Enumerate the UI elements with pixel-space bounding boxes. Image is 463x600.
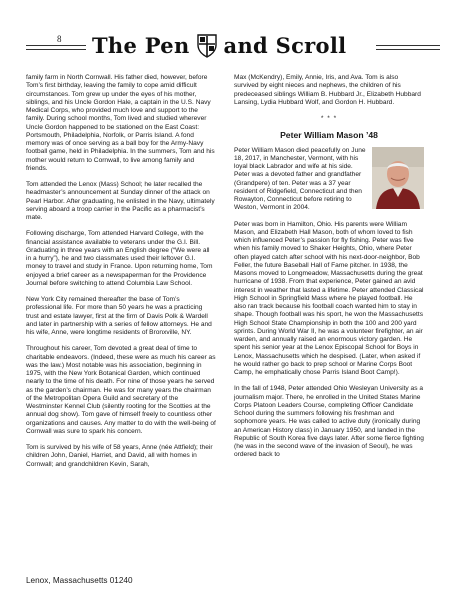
paragraph: Max (McKendry), Emily, Annie, Iris, and Ava. Tom is also survived by eight nieces and nephews, the children of his predeceased siblings William B. Hubbard Jr., Elizabeth Hubbard Lansing, Lydia Hubbard Wolf, and Gordon H. Hubbard. bbox=[234, 74, 421, 106]
paragraph: Peter was born in Hamilton, Ohio. His parents were William Mason, and Elizabeth Hall Mason, both of whom loved to fish which influenced Peter’s passion for fly fishing. Peter was five when his family moved to Shaker Heights, Ohio, where Peter often played catch after school with his next-door-neighbor, Bob Feller, the future Baseball Hall of Fame pitcher. In 1938, the Masons moved to Longmeadow, Massachusetts during the great hurricane of 1938. From that experience, Peter gained an avid interest in weather that lasted a lifetime. Peter attended Classical High School in Springfield Mass where he played football. He also ran track because his football coach wanted him to stay in shape. Though football was his sport, he won the Massachusetts High School State Championship in both the 100 and 200 yard sprints. During World War II, he was a volunteer firefighter, an air warden, and annually raised an enormous victory garden. He spent his senior year at the Lenox Episcopal School for Boys in Lenox, Massachusetts which he despised. (Later, when asked if he would rather go back to prep school or Marine Corps Boot Camp, he emphatically chose Parris Island Boot Camp!). bbox=[234, 220, 424, 376]
paragraph: Peter William Mason died peacefully on June 18, 2017, in Manchester, Vermont, with his loyal black Labrador and wife at his side. Peter was a devoted father and grandfather (Grandpere) of ten. Peter was a 37 year resident of Ridgefield, Connecticut and then Rowayton, Connecticut before retiring to Weston, Vermont in 2004. bbox=[234, 146, 366, 212]
header-rule bbox=[376, 49, 440, 50]
paragraph: Throughout his career, Tom devoted a great deal of time to charitable endeavors. (Indeed, these were as much his career as was the law.) Most notable was his association, beginning in 1975, with the New York Botanical Garden, which continued nearly to the time of his death. For nine of those years he served as the garden’s chairman. He was for many years the chairman of the Metropolitan Opera Guild and secretary of the Westminster Kennel Club (silently rooting for the Scotties at the annual dog show). Tom gave of himself freely to countless other organizations and causes. Any matter to do with the well-being of Cornwall was sure to spark his concern. bbox=[26, 345, 216, 435]
portrait-photo bbox=[372, 147, 424, 209]
section-separator: * * * bbox=[320, 115, 338, 122]
page-header bbox=[0, 0, 463, 70]
masthead-title-left: The Pen bbox=[92, 32, 190, 58]
obituary-title: Peter William Mason ’48 bbox=[280, 130, 378, 141]
footer-address: Lenox, Massachusetts 01240 bbox=[26, 576, 133, 585]
paragraph: Tom is survived by his wife of 58 years, Anne (née Attfield); their children John, Daniel, Harriet, and David, all with homes in Cornwall; and grandchildren Kevin, Sarah, bbox=[26, 444, 213, 468]
paragraph: Following discharge, Tom attended Harvard College, with the financial assistance available to veterans under the G.I. Bill. Graduating in three years with an English degree (“We were all in a hurry”), he and two classmates used their leftover G.I. money to travel and study in France. Upon returning home, Tom enjoyed a brief career as a newspaperman for the Providence Journal before switching to attend Columbia Law School. bbox=[26, 230, 213, 287]
obituary-intro bbox=[234, 147, 424, 221]
paragraph: family farm in North Cornwall. His father died, however, before Tom’s first birthday, leaving the family to cope amid difficult circumstances. Tom grew up under the eyes of his mother, siblings, and his Uncle Gordon Hale, a captain in the U.S. Navy Medical Corps, who provided much love and support to the family. During school months, Tom lived and studied wherever Uncle Gordon happened to be stationed on the East Coast: Portsmouth, Philadelphia, Norfolk, or Parris Island. A fond memory was of once serving as a ball boy for the Army-Navy football game, held in Philadelphia. In the summers, Tom and his mother would return to Cornwall, to live among family and friends. bbox=[26, 74, 215, 172]
paragraph: New York City remained thereafter the base of Tom’s professional life. For more than 50 years he was a practicing trust and estate lawyer, first at the firm of Davis Polk & Wardell and later in partnership with a series of fellow attorneys. He and his wife, Anne, were longtime residents of Bronxville, NY. bbox=[26, 296, 212, 336]
header-rule bbox=[26, 49, 86, 50]
masthead-title-right: and Scroll bbox=[223, 32, 347, 58]
paragraph: In the fall of 1948, Peter attended Ohio Wesleyan University as a journalism major. There, he enrolled in the United States Marine Corps Platoon Leaders Course, completing Officer Candidate School during the summers following his freshman and sophomore years. He was called to active duty (ironically during an American History class) in January 1950, and landed in the Republic of South Korea five days later. After some fierce fighting (he was in the second wave of the invasion of Seoul), he was ordered back to bbox=[234, 385, 424, 459]
school-crest-icon bbox=[194, 32, 220, 58]
header-rule bbox=[26, 45, 86, 46]
header-rule bbox=[376, 45, 440, 46]
page-number: 8 bbox=[57, 34, 62, 44]
right-column bbox=[234, 74, 424, 468]
left-column bbox=[26, 74, 216, 477]
masthead bbox=[92, 30, 374, 60]
paragraph: Tom attended the Lenox (Mass) School; he later recalled the headmaster’s announcement at Sunday dinner of the attack on Pearl Harbor. After graduating, he enlisted in the Navy, ultimately serving aboard a troop carrier in the Pacific as a pharmacist’s mate. bbox=[26, 181, 215, 221]
